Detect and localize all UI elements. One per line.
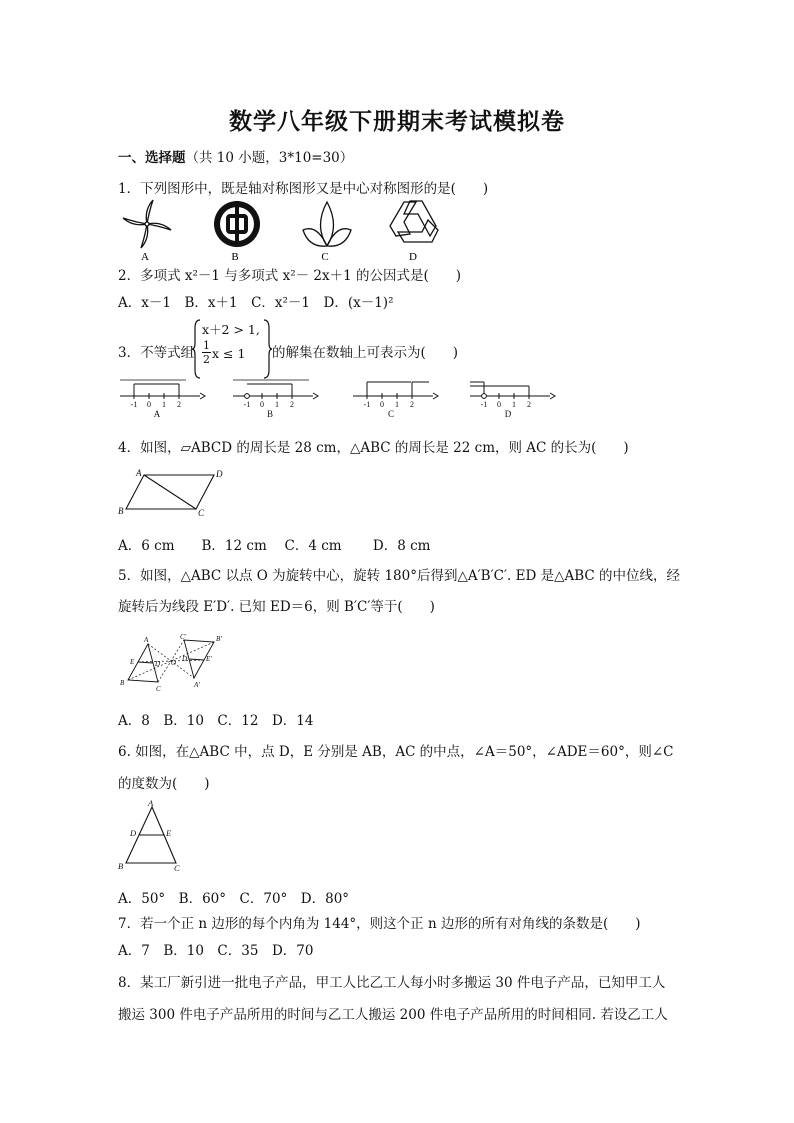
number-line-b bbox=[233, 380, 318, 399]
question-1-figures bbox=[112, 198, 452, 262]
point-d: D bbox=[216, 469, 223, 479]
tick-b-0: 0 bbox=[260, 400, 264, 409]
question-8-line-2: 搬运 300 件电子产品所用的时间与乙工人搬运 200 件电子产品所用的时间相同. 若设乙工人 bbox=[118, 1007, 668, 1023]
point-c: C bbox=[198, 508, 205, 518]
tick-c-2: 2 bbox=[410, 400, 414, 409]
q5-point-a-prime: A′ bbox=[194, 681, 200, 689]
tick-d-1: 1 bbox=[512, 400, 516, 409]
point-b: B bbox=[118, 506, 124, 516]
number-line-c bbox=[353, 382, 438, 399]
question-6-options: A．50° B．60° C．70° D．80° bbox=[118, 891, 350, 907]
left-brace bbox=[192, 318, 202, 380]
tick-d-0: 0 bbox=[497, 400, 501, 409]
q5-point-b: B bbox=[120, 679, 125, 687]
figure-label-c: C bbox=[321, 251, 329, 262]
question-6-triangle bbox=[116, 799, 188, 873]
q5-point-c-prime: C′ bbox=[180, 633, 187, 641]
exam-title: 数学八年级下册期末考试模拟卷 bbox=[229, 108, 565, 135]
q5-point-e: E bbox=[130, 658, 135, 666]
inequality-line-2: x ≤ 1 bbox=[212, 346, 246, 361]
number-line-label-b: B bbox=[266, 409, 274, 418]
question-4-options: A．6 cm B．12 cm C．4 cm D．8 cm bbox=[118, 538, 431, 554]
tick-d-neg1: -1 bbox=[480, 400, 488, 409]
q6-point-b: B bbox=[118, 861, 124, 871]
section-heading bbox=[118, 146, 353, 166]
tick-b-neg1: -1 bbox=[243, 400, 251, 409]
question-5-options: A．8 B．10 C．12 D．14 bbox=[118, 713, 314, 729]
q6-point-e: E bbox=[166, 828, 172, 838]
question-3-suffix: 的解集在数轴上可表示为( ) bbox=[272, 345, 459, 361]
point-a: A bbox=[136, 468, 142, 478]
question-7-stem: 7．若一个正 n 边形的每个内角为 144°，则这个正 n 边形的所有对角线的条数是( ) bbox=[118, 916, 641, 932]
q5-point-c: C bbox=[156, 685, 161, 693]
inequality-fraction bbox=[202, 339, 211, 366]
figure-label-a: A bbox=[141, 251, 149, 262]
section-info: （共 10 小题，3*10=30） bbox=[185, 150, 354, 166]
figure-label-d: D bbox=[409, 251, 417, 262]
fraction-numerator: 1 bbox=[203, 339, 210, 352]
figure-a-pinwheel bbox=[123, 200, 171, 248]
figure-label-b: B bbox=[231, 251, 239, 262]
question-4-parallelogram bbox=[116, 465, 231, 520]
number-line-d bbox=[470, 382, 555, 399]
q5-point-a: A bbox=[144, 636, 149, 644]
tick-c-neg1: -1 bbox=[363, 400, 371, 409]
tick-d-2: 2 bbox=[527, 400, 531, 409]
tick-b-2: 2 bbox=[290, 400, 294, 409]
fraction-denominator: 2 bbox=[203, 353, 210, 366]
section-title: 一、选择题 bbox=[118, 150, 186, 166]
tick-a-1: 1 bbox=[162, 400, 166, 409]
question-2-options: A．x－1 B．x＋1 C．x²－1 D．(x－1)² bbox=[118, 295, 394, 311]
question-7-options: A．7 B．10 C．35 D．70 bbox=[118, 943, 314, 959]
q5-point-o: O bbox=[171, 659, 177, 667]
figure-d-triangles bbox=[390, 201, 438, 242]
question-5-stem-line-2: 旋转后为线段 E′D′. 已知 ED＝6，则 B′C′等于( ) bbox=[118, 599, 435, 615]
q6-point-d: D bbox=[130, 828, 137, 838]
q6-point-c: C bbox=[174, 863, 180, 873]
number-line-label-d: D bbox=[504, 409, 512, 418]
right-brace bbox=[262, 318, 272, 380]
question-6-stem-line-2: 的度数为( ) bbox=[118, 776, 210, 792]
tick-a-0: 0 bbox=[147, 400, 151, 409]
tick-a-neg1: -1 bbox=[130, 400, 138, 409]
number-line-label-a: A bbox=[153, 409, 161, 418]
q5-point-d-prime: D′ bbox=[182, 655, 189, 663]
number-line-a bbox=[120, 380, 205, 399]
question-8-line-1: 8．某工厂新引进一批电子产品，甲工人比乙工人每小时多搬运 30 件电子产品，已知甲工人 bbox=[118, 975, 666, 991]
question-5-rotation-figure bbox=[116, 630, 236, 694]
q6-point-a: A bbox=[148, 799, 154, 808]
question-5-stem-line-1: 5．如图，△ABC 以点 O 为旋转中心，旋转 180°后得到△A′B′C′. ED 是△ABC 的中位线，经 bbox=[118, 568, 681, 584]
q5-point-e-prime: E′ bbox=[206, 655, 212, 663]
question-1-stem: 1．下列图形中，既是轴对称图形又是中心对称图形的是( ) bbox=[118, 181, 489, 197]
inequality-line-1: x＋2 > 1, bbox=[202, 322, 260, 337]
number-line-label-c: C bbox=[387, 409, 395, 418]
question-4-stem: 4．如图，▱ABCD 的周长是 28 cm，△ABC 的周长是 22 cm，则 AC 的长为( ) bbox=[118, 440, 629, 456]
number-line-options bbox=[115, 376, 565, 418]
tick-a-2: 2 bbox=[177, 400, 181, 409]
tick-c-0: 0 bbox=[380, 400, 384, 409]
question-2-stem: 2．多项式 x²－1 与多项式 x²－ 2x＋1 的公因式是( ) bbox=[118, 268, 462, 284]
question-6-stem-line-1: 6. 如图，在△ABC 中，点 D，E 分别是 AB，AC 的中点，∠A＝50°，∠ADE＝60°，则∠C bbox=[118, 744, 674, 760]
q5-point-b-prime: B′ bbox=[216, 635, 222, 643]
figure-c-lotus bbox=[303, 202, 351, 246]
question-3-prefix: 3．不等式组 bbox=[118, 345, 195, 361]
tick-b-1: 1 bbox=[275, 400, 279, 409]
q5-point-d: D bbox=[155, 660, 161, 668]
tick-c-1: 1 bbox=[395, 400, 399, 409]
figure-b-bank-logo bbox=[214, 201, 260, 247]
